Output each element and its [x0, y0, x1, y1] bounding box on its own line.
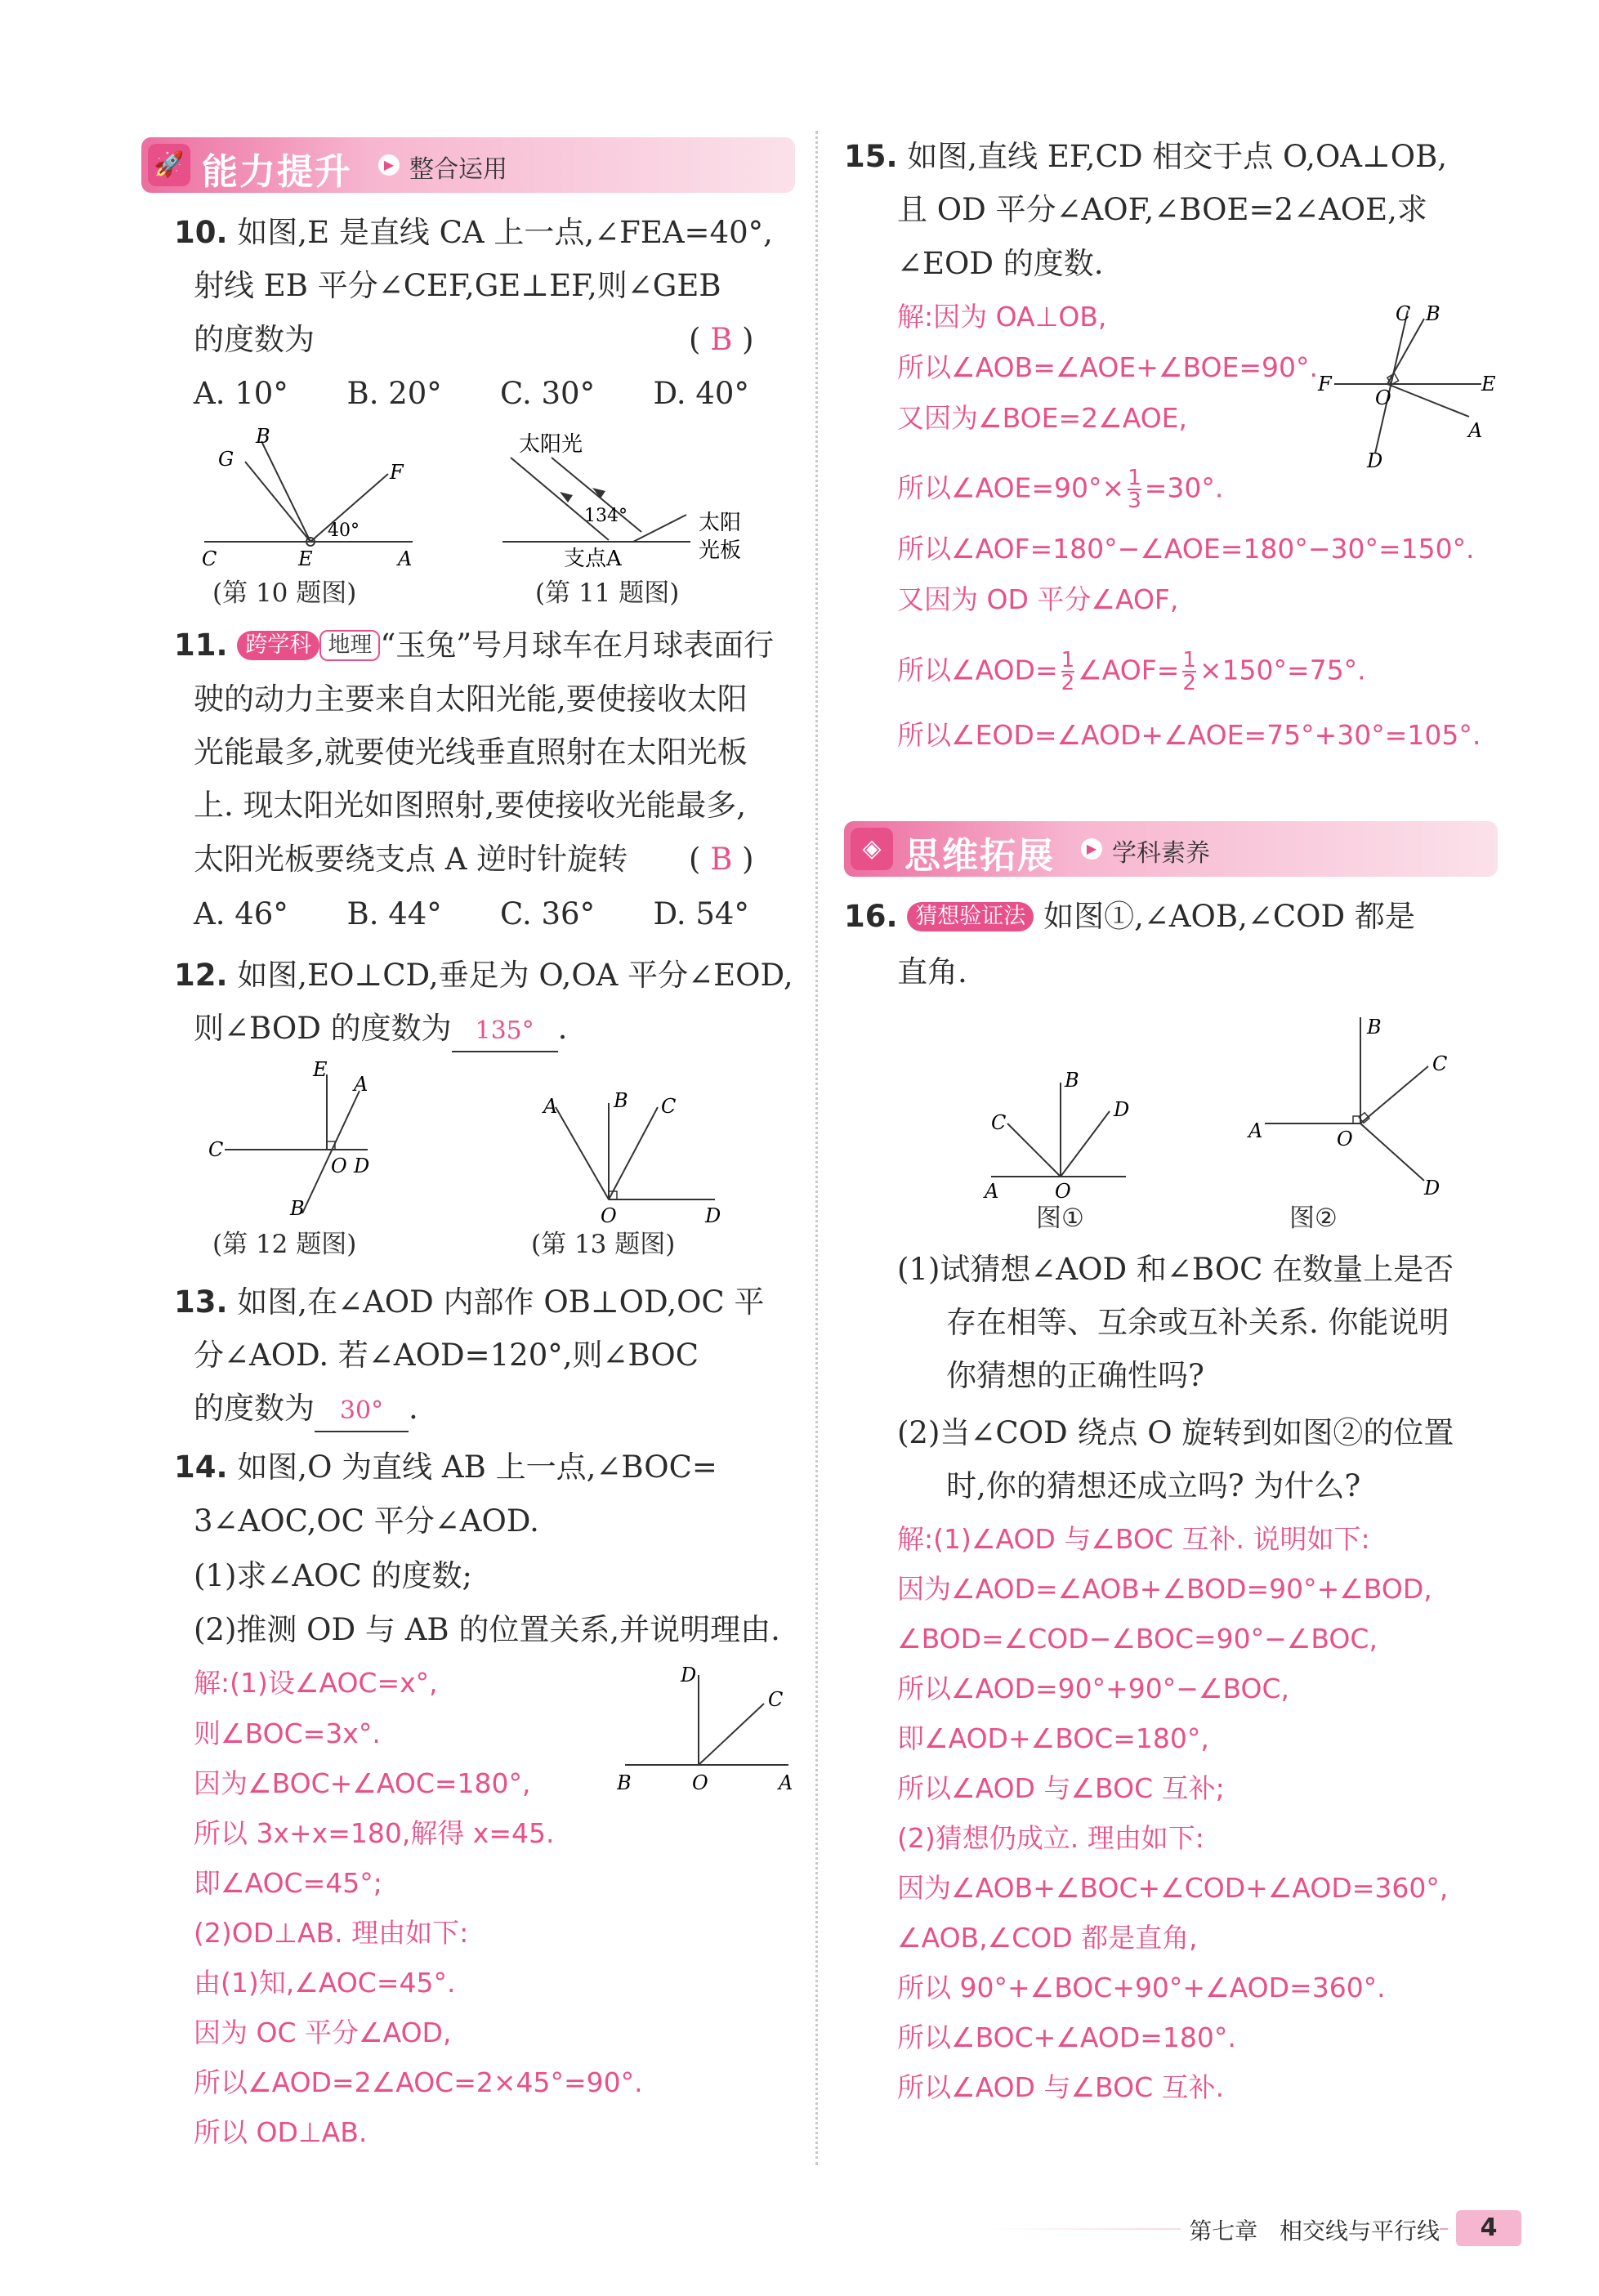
footer-chapter: 第七章 相交线与平行线 [1181, 2213, 1440, 2246]
q16-fig1-label-a: A [985, 1180, 999, 1203]
q12-answer-blank: 135° [452, 1012, 558, 1052]
page-number: 4 [1456, 2210, 1521, 2246]
q15-solution-4: 所以∠AOE=90°× $\frac{1}{3}$ =30°. [897, 466, 1224, 513]
q14-solution-4: 所以 3x+x=180,解得 x=45. [194, 1817, 555, 1849]
fraction-half-2: $\frac{1}{2}$ [1182, 648, 1196, 695]
q16-figure-1 [958, 1054, 1155, 1209]
q12-label-c: C [208, 1138, 224, 1161]
q16-part1-line-1: (1)试猜想∠AOD 和∠BOC 在数量上是否 [897, 1252, 1454, 1287]
q12-label-o: O [331, 1155, 347, 1177]
q12-label-d: D [354, 1155, 370, 1177]
q11-line-1: 11. 跨学科 地理 “玉兔”号月球车在月球表面行 [174, 628, 775, 663]
q11-caption: (第 11 题图) [535, 578, 680, 608]
q16-fig2-label-b: B [1367, 1016, 1382, 1039]
q16-fig2-label-c: C [1432, 1052, 1448, 1075]
q16-fig2-caption: 图② [1289, 1204, 1338, 1233]
q16-fig1-label-c: C [991, 1111, 1007, 1134]
q13-figure [519, 1079, 723, 1226]
q11-angle-label: 134° [584, 506, 628, 526]
q15-label-o: O [1375, 386, 1391, 409]
q13-line-1: 13. 如图,在∠AOD 内部作 OB⊥OD,OC 平 [174, 1284, 765, 1320]
q11-options [194, 895, 806, 934]
q12-figure [208, 1058, 372, 1222]
q10-line-2: 射线 EB 平分∠CEF,GE⊥EF,则∠GEB [194, 268, 721, 303]
q14-solution-10: 所以 OD⊥AB. [194, 2116, 368, 2148]
q15-solution-6: 又因为 OD 平分∠AOF, [897, 583, 1179, 615]
q16-tag: 猜想验证法 [907, 902, 1034, 931]
q11-option-b: B. 44° [346, 896, 442, 931]
q15-label-c: C [1396, 302, 1411, 325]
q16-solution-12: 所以∠AOD 与∠BOC 互补. [897, 2071, 1225, 2103]
q10-label-e: E [298, 547, 313, 570]
diamond-icon: ◈ [851, 828, 893, 870]
q11-tag-cross: 跨学科 [237, 631, 319, 660]
q11-tag-geo: 地理 [319, 630, 380, 661]
q14-solution-2: 则∠BOC=3x°. [194, 1718, 381, 1749]
q11-line-4: 上. 现太阳光如图照射,要使接收光能最多, [194, 788, 747, 823]
q10-figure [184, 425, 429, 572]
q12-line-2: 则∠BOD 的度数为 135° . [194, 1009, 567, 1052]
q11-line-3: 光能最多,就要使光线垂直照射在太阳光板 [194, 735, 748, 770]
q10-label-b: B [256, 425, 270, 448]
q16-fig2-label-d: D [1424, 1177, 1440, 1199]
q10-option-a: A. 10° [194, 376, 288, 411]
q11-option-a: A. 46° [194, 896, 288, 931]
q16-line-1: 16. 猜想验证法 如图①,∠AOB,∠COD 都是 [844, 899, 1415, 934]
q16-fig1-label-o: O [1055, 1180, 1071, 1203]
q10-line-1: 10. 如图,E 是直线 CA 上一点,∠FEA=40°, [174, 215, 773, 250]
q16-fig1-label-d: D [1114, 1098, 1130, 1121]
q16-solution-3: ∠BOD=∠COD−∠BOC=90°−∠BOC, [897, 1623, 1378, 1655]
play-icon: ▶ [378, 154, 400, 176]
q11-sun-label: 太阳光 [519, 432, 583, 457]
fraction-half-1: $\frac{1}{2}$ [1061, 648, 1075, 695]
q14-solution-8: 因为 OC 平分∠AOD, [194, 2017, 452, 2048]
q16-fig1-caption: 图① [1036, 1204, 1084, 1233]
q16-solution-9: ∠AOB,∠COD 都是直角, [897, 1922, 1198, 1954]
q14-line-3: (1)求∠AOC 的度数; [194, 1558, 473, 1593]
q15-solution-8: 所以∠EOD=∠AOD+∠AOE=75°+30°=105°. [897, 719, 1481, 751]
q16-solution-2: 因为∠AOD=∠AOB+∠BOD=90°+∠BOD, [897, 1573, 1432, 1605]
q10-label-g: G [218, 448, 234, 471]
q16-figure-2 [1236, 1005, 1465, 1201]
section-banner-thinking [844, 821, 1498, 877]
section-title: 思维拓展 [904, 835, 1055, 877]
q16-solution-10: 所以 90°+∠BOC+90°+∠AOD=360°. [897, 1972, 1386, 2003]
fraction-one-third: $\frac{1}{3}$ [1128, 466, 1141, 513]
q15-line-2: 且 OD 平分∠AOF,∠BOE=2∠AOE,求 [897, 192, 1427, 227]
q14-solution-5: 即∠AOC=45°; [194, 1867, 382, 1899]
q10-line-3: 的度数为 [194, 322, 315, 357]
q10-option-d: D. 40° [653, 376, 749, 411]
q13-label-b: B [614, 1089, 628, 1112]
column-divider [815, 131, 818, 2165]
play-icon: ▶ [1081, 838, 1102, 860]
q15-solution-5: 所以∠AOF=180°−∠AOE=180°−30°=150°. [897, 533, 1475, 565]
q15-label-f: F [1318, 373, 1332, 395]
q16-solution-11: 所以∠BOC+∠AOD=180°. [897, 2021, 1236, 2053]
q10-label-c: C [202, 547, 217, 570]
q15-solution-3: 又因为∠BOE=2∠AOE, [897, 402, 1188, 434]
q13-answer-blank: 30° [315, 1391, 409, 1432]
q11-line-5: 太阳光板要绕支点 A 逆时针旋转 [194, 842, 628, 877]
q15-label-b: B [1426, 302, 1440, 325]
q12-line-1: 12. 如图,EO⊥CD,垂足为 O,OA 平分∠EOD, [174, 958, 793, 993]
q14-line-4: (2)推测 OD 与 AB 的位置关系,并说明理由. [194, 1612, 780, 1647]
q12-label-a: A [354, 1073, 368, 1096]
q11-pivot-label: 支点A [564, 547, 622, 571]
q14-solution-3: 因为∠BOC+∠AOC=180°, [194, 1767, 531, 1799]
q11-option-d: D. 54° [653, 896, 749, 931]
q13-label-o: O [601, 1204, 617, 1226]
q13-label-a: A [543, 1095, 558, 1118]
q10-label-f: F [390, 461, 404, 484]
q16-solution-5: 即∠AOD+∠BOC=180°, [897, 1722, 1209, 1754]
q10-option-c: C. 30° [500, 376, 596, 411]
section-subtitle: 学科素养 [1112, 839, 1210, 868]
q15-line-3: ∠EOD 的度数. [897, 246, 1104, 281]
q15-figure [1285, 294, 1498, 482]
q14-line-1: 14. 如图,O 为直线 AB 上一点,∠BOC= [174, 1450, 717, 1485]
q16-fig2-label-o: O [1337, 1128, 1353, 1150]
q10-option-b: B. 20° [346, 376, 442, 411]
section-title: 能力提升 [202, 151, 352, 193]
q16-fig2-label-a: A [1248, 1119, 1263, 1142]
q15-line-1: 15. 如图,直线 EF,CD 相交于点 O,OA⊥OB, [844, 139, 1448, 174]
q12-caption: (第 12 题图) [212, 1230, 357, 1259]
q13-label-c: C [661, 1095, 677, 1118]
q12-label-b: B [290, 1197, 305, 1220]
q16-part1-line-2: 存在相等、互余或互补关系. 你能说明 [946, 1305, 1449, 1340]
q16-solution-4: 所以∠AOD=90°+90°−∠BOC, [897, 1673, 1290, 1704]
page-footer [949, 2210, 1521, 2248]
q14-label-c: C [768, 1688, 784, 1711]
q13-line-3: 的度数为 30° . [194, 1389, 418, 1432]
q13-caption: (第 13 题图) [531, 1230, 676, 1259]
q14-solution-1: 解:(1)设∠AOC=x°, [194, 1667, 438, 1699]
q16-part2-line-1: (2)当∠COD 绕点 O 旋转到如图②的位置 [897, 1415, 1454, 1450]
q13-label-d: D [705, 1204, 721, 1226]
q10-caption: (第 10 题图) [212, 578, 357, 608]
q16-part1-line-3: 你猜想的正确性吗? [946, 1358, 1204, 1393]
q15-label-e: E [1481, 373, 1496, 395]
q14-label-d: D [681, 1664, 697, 1686]
q10-label-a: A [398, 547, 413, 570]
q14-solution-9: 所以∠AOD=2∠AOC=2×45°=90°. [194, 2066, 643, 2098]
q16-solution-8: 因为∠AOB+∠BOC+∠COD+∠AOD=360°, [897, 1872, 1449, 1904]
section-banner-ability [141, 137, 795, 193]
q10-options [194, 374, 806, 413]
q14-label-b: B [617, 1771, 632, 1794]
q14-solution-7: 由(1)知,∠AOC=45°. [194, 1967, 456, 1999]
q10-angle-label: 40° [328, 520, 360, 541]
q15-solution-7: 所以∠AOD= $\frac{1}{2}$ ∠AOF= $\frac{1}{2}$ ×150°=75°. [897, 648, 1366, 695]
q13-line-2: 分∠AOD. 若∠AOD=120°,则∠BOC [194, 1338, 699, 1373]
q15-label-d: D [1367, 449, 1383, 472]
q14-label-o: O [692, 1771, 708, 1794]
q15-solution-1: 解:因为 OA⊥OB, [897, 301, 1107, 333]
q16-solution-7: (2)猜想仍成立. 理由如下: [897, 1822, 1204, 1854]
q16-line-2: 直角. [897, 954, 967, 989]
q14-figure [617, 1659, 805, 1798]
q15-label-a: A [1468, 419, 1483, 442]
q16-solution-6: 所以∠AOD 与∠BOC 互补; [897, 1772, 1225, 1804]
q16-solution-1: 解:(1)∠AOD 与∠BOC 互补. 说明如下: [897, 1523, 1370, 1555]
q14-line-2: 3∠AOC,OC 平分∠AOD. [194, 1503, 539, 1539]
q11-option-c: C. 36° [500, 896, 596, 931]
q11-line-2: 驶的动力主要来自太阳光能,要使接收太阳 [194, 681, 748, 717]
q11-board-label-2: 光板 [699, 538, 742, 563]
q14-label-a: A [779, 1771, 793, 1794]
q11-figure [502, 425, 780, 572]
q16-fig1-label-b: B [1065, 1069, 1079, 1092]
q12-label-e: E [313, 1058, 328, 1081]
section-subtitle: 整合运用 [409, 155, 507, 184]
q10-answer-bracket: ( B ) [689, 322, 754, 357]
q11-board-label-1: 太阳 [699, 511, 742, 535]
rocket-icon: 🚀 [148, 144, 190, 186]
q16-part2-line-2: 时,你的猜想还成立吗? 为什么? [946, 1468, 1361, 1503]
q11-answer-bracket: ( B ) [689, 842, 754, 877]
q14-solution-6: (2)OD⊥AB. 理由如下: [194, 1917, 469, 1949]
q15-solution-2: 所以∠AOB=∠AOE+∠BOE=90°. [897, 351, 1318, 383]
